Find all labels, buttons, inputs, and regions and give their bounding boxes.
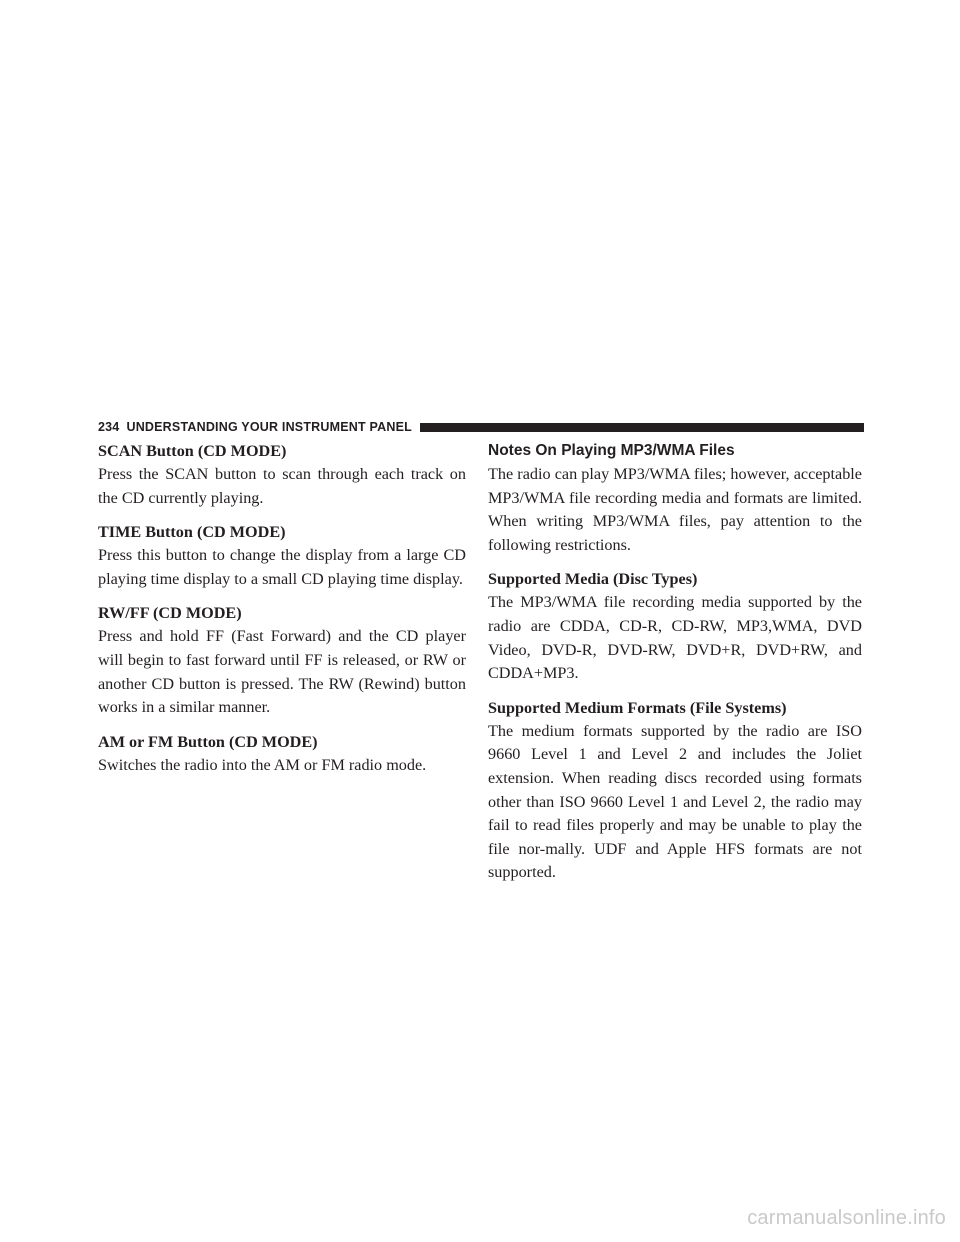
time-button-section xyxy=(98,520,466,591)
subhead: AM or FM Button (CD MODE) xyxy=(98,732,318,751)
subhead: RW/FF (CD MODE) xyxy=(98,604,242,623)
body-paragraph: The medium formats supported by the radio are ISO 9660 Level 1 and Level 2 and includes the Joliet extension. When reading discs recorded using formats other than ISO 9660 Level 1 and Level 2, the radio may fail to read files properly and may be unable to play the file nor-mally. UDF and Apple HFS formats are not supported. xyxy=(488,721,862,882)
right-column xyxy=(488,441,862,895)
supported-media-section xyxy=(488,567,862,685)
page-header xyxy=(98,418,864,436)
supported-formats-section xyxy=(488,696,862,885)
watermark: carmanualsonline.info xyxy=(747,1207,946,1229)
header-rule xyxy=(420,423,864,432)
subhead: Supported Medium Formats (File Systems) xyxy=(488,698,787,717)
subhead: Supported Media (Disc Types) xyxy=(488,570,698,589)
rw-ff-section xyxy=(98,601,466,719)
body-paragraph: The MP3/WMA file recording media supported by the radio are CDDA, CD-R, CD-RW, MP3,WMA, DVD Video, DVD-R, DVD-RW, DVD+R, DVD+RW, and CDDA+MP3. xyxy=(488,593,862,683)
page-number: 234 xyxy=(98,420,120,434)
scan-button-section xyxy=(98,439,466,510)
left-column xyxy=(98,439,466,787)
section-title: UNDERSTANDING YOUR INSTRUMENT PANEL xyxy=(126,420,412,434)
body-paragraph: Switches the radio into the AM or FM radio mode. xyxy=(98,755,427,774)
subhead: SCAN Button (CD MODE) xyxy=(98,442,287,460)
am-fm-button-section xyxy=(98,730,466,778)
mp3-notes-intro xyxy=(488,441,862,557)
body-paragraph: Press this button to change the display from a large CD playing time display to a small CD playing time display. xyxy=(98,546,466,588)
section-heading: Notes On Playing MP3/WMA Files xyxy=(488,442,735,459)
body-paragraph: Press the SCAN button to scan through each track on the CD currently playing. xyxy=(98,465,466,507)
body-paragraph: The radio can play MP3/WMA files; however, acceptable MP3/WMA file recording media and formats are limited. When writing MP3/WMA files, pay attention to the following restrictions. xyxy=(488,465,862,554)
body-paragraph: Press and hold FF (Fast Forward) and the CD player will begin to fast forward until FF is released, or RW or another CD button is pressed. The RW (Rewind) button works in a similar manner. xyxy=(98,627,466,717)
subhead: TIME Button (CD MODE) xyxy=(98,523,286,542)
